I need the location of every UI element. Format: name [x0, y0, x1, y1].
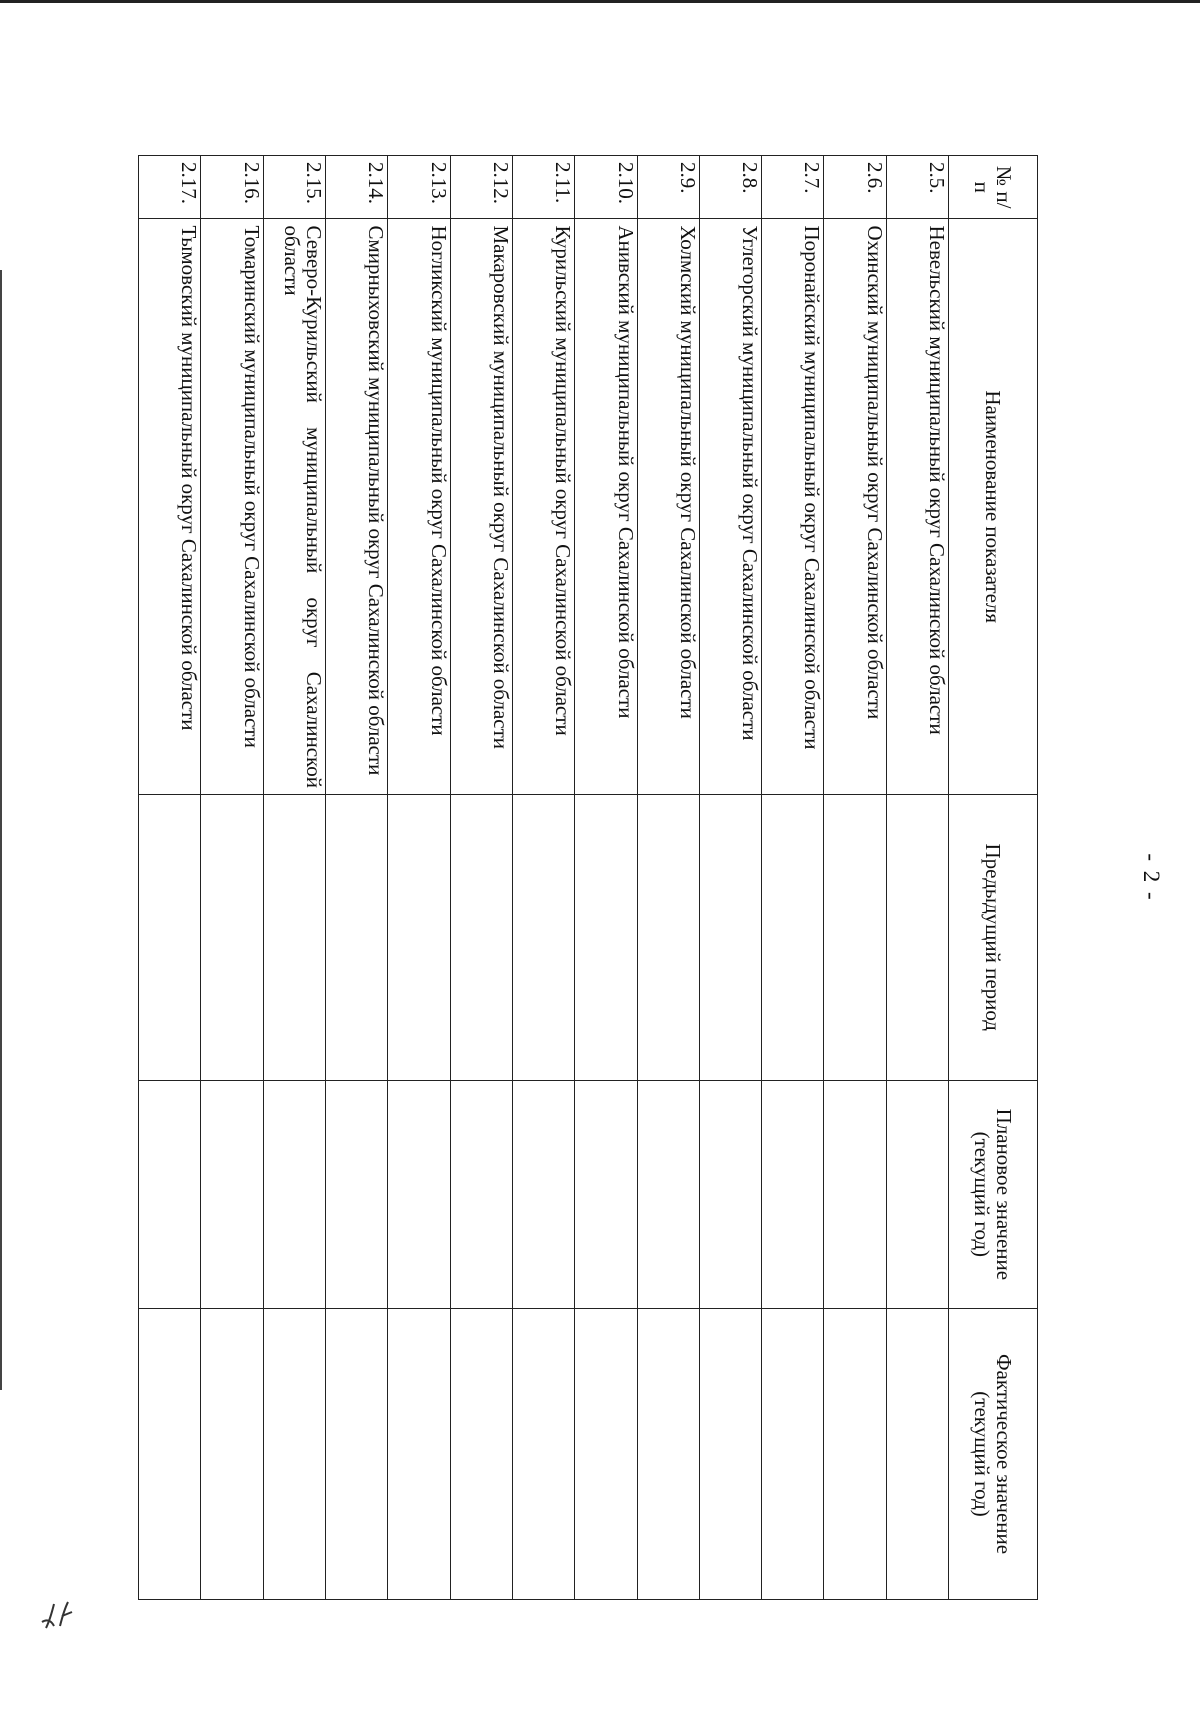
row-number-cell: 2.15.: [263, 156, 325, 219]
scan-top-edge: [0, 0, 1200, 3]
row-name-cell: Северо-Курильский муниципальный округ Сахалинской области: [263, 219, 325, 794]
row-plan-cell: [886, 1080, 948, 1309]
row-prev-cell: [450, 794, 512, 1080]
row-fact-cell: [886, 1309, 948, 1600]
row-number-cell: 2.9.: [637, 156, 699, 219]
handwritten-mark: [40, 1598, 80, 1634]
row-fact-cell: [139, 1309, 201, 1600]
row-name-cell: Анивский муниципальный округ Сахалинской области: [575, 219, 637, 794]
row-name-cell: Томаринский муниципальный округ Сахалинской области: [201, 219, 263, 794]
row-name-cell: Ногликский муниципальный округ Сахалинской области: [388, 219, 450, 794]
row-fact-cell: [637, 1309, 699, 1600]
row-fact-cell: [263, 1309, 325, 1600]
header-fact: Фактическое значение (текущий год): [949, 1309, 1038, 1600]
row-fact-cell: [512, 1309, 574, 1600]
row-number-cell: 2.5.: [886, 156, 948, 219]
row-prev-cell: [139, 794, 201, 1080]
row-plan-cell: [762, 1080, 824, 1309]
row-fact-cell: [824, 1309, 886, 1600]
row-prev-cell: [575, 794, 637, 1080]
row-prev-cell: [637, 794, 699, 1080]
row-fact-cell: [388, 1309, 450, 1600]
table-body: [139, 156, 949, 1600]
row-fact-cell: [201, 1309, 263, 1600]
rotated-page: [138, 155, 1164, 1600]
table-row: [139, 156, 201, 1600]
row-fact-cell: [326, 1309, 388, 1600]
row-plan-cell: [824, 1080, 886, 1309]
page-number: - 2 -: [1139, 853, 1164, 902]
row-name-cell: Курильский муниципальный округ Сахалинской области: [512, 219, 574, 794]
row-plan-cell: [201, 1080, 263, 1309]
row-name-cell: Тымовский муниципальный округ Сахалинской области: [139, 219, 201, 794]
row-number-cell: 2.6.: [824, 156, 886, 219]
table-row: [762, 156, 824, 1600]
row-plan-cell: [450, 1080, 512, 1309]
row-prev-cell: [886, 794, 948, 1080]
row-prev-cell: [824, 794, 886, 1080]
row-prev-cell: [263, 794, 325, 1080]
row-name-cell: Углегорский муниципальный округ Сахалинской области: [699, 219, 761, 794]
row-number-cell: 2.11.: [512, 156, 574, 219]
indicator-table: [138, 155, 1038, 1600]
table-row: [201, 156, 263, 1600]
row-number-cell: 2.17.: [139, 156, 201, 219]
row-fact-cell: [575, 1309, 637, 1600]
row-number-cell: 2.16.: [201, 156, 263, 219]
header-name: Наименование показателя: [949, 219, 1038, 794]
row-plan-cell: [512, 1080, 574, 1309]
row-number-cell: 2.7.: [762, 156, 824, 219]
row-prev-cell: [512, 794, 574, 1080]
row-plan-cell: [326, 1080, 388, 1309]
table-row: [512, 156, 574, 1600]
row-name-cell: Макаровский муниципальный округ Сахалинской области: [450, 219, 512, 794]
row-plan-cell: [263, 1080, 325, 1309]
row-plan-cell: [699, 1080, 761, 1309]
row-fact-cell: [699, 1309, 761, 1600]
header-prev: Предыдущий период: [949, 794, 1038, 1080]
header-num: № п/п: [949, 156, 1038, 219]
table-row: [637, 156, 699, 1600]
row-name-cell: Холмский муниципальный округ Сахалинской области: [637, 219, 699, 794]
row-fact-cell: [762, 1309, 824, 1600]
row-name-cell: Охинский муниципальный округ Сахалинской области: [824, 219, 886, 794]
row-prev-cell: [201, 794, 263, 1080]
table-header-row: [949, 156, 1038, 1600]
row-plan-cell: [388, 1080, 450, 1309]
row-fact-cell: [450, 1309, 512, 1600]
row-prev-cell: [388, 794, 450, 1080]
row-prev-cell: [326, 794, 388, 1080]
header-plan: Плановое значение (текущий год): [949, 1080, 1038, 1309]
row-name-cell: Смирныховский муниципальный округ Сахалинской области: [326, 219, 388, 794]
table-header: [949, 156, 1038, 1600]
row-number-cell: 2.13.: [388, 156, 450, 219]
scan-left-edge: [0, 270, 2, 1390]
row-name-cell: Поронайский муниципальный округ Сахалинской области: [762, 219, 824, 794]
row-name-cell: Невельский муниципальный округ Сахалинской области: [886, 219, 948, 794]
table-row: [824, 156, 886, 1600]
row-plan-cell: [575, 1080, 637, 1309]
table-row: [575, 156, 637, 1600]
row-number-cell: 2.10.: [575, 156, 637, 219]
table-row: [388, 156, 450, 1600]
table-row: [699, 156, 761, 1600]
row-plan-cell: [139, 1080, 201, 1309]
row-plan-cell: [637, 1080, 699, 1309]
table-row: [886, 156, 948, 1600]
table-row: [450, 156, 512, 1600]
row-prev-cell: [762, 794, 824, 1080]
row-prev-cell: [699, 794, 761, 1080]
row-number-cell: 2.12.: [450, 156, 512, 219]
row-number-cell: 2.14.: [326, 156, 388, 219]
table-row: [326, 156, 388, 1600]
row-number-cell: 2.8.: [699, 156, 761, 219]
table-row: [263, 156, 325, 1600]
